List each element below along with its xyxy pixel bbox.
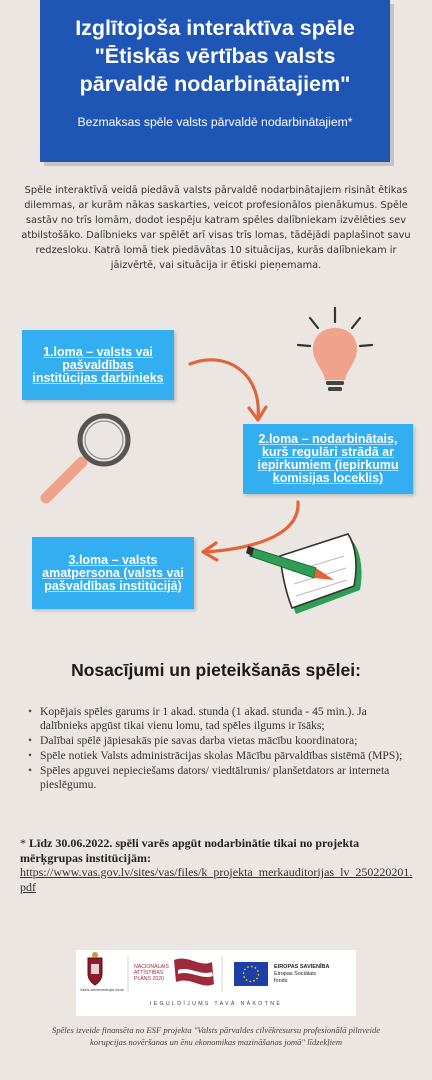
title-line-2: "Ētiskās vērtības valsts (94, 44, 336, 68)
note-prefix: * (20, 836, 29, 850)
eu-line-1: EIROPAS SAVIENĪBA (274, 964, 330, 970)
role-3-label: 3.loma – valsts amatpersona (valsts vai pašvaldības institūcijā) (42, 552, 184, 593)
conditions-list (40, 705, 405, 793)
notebook-pen-icon (246, 534, 362, 614)
role-2-box (243, 424, 413, 494)
eu-line-2: Eiropas Sociālais (274, 971, 317, 977)
vas-crest-icon (88, 952, 102, 985)
list-item: • Kopējais spēles garums ir 1 akad. stunda (1 akad. stunda - 45 min.). Ja dalībnieks apgūst tikai vienu lomu, tad spēles ilgums ir īsāks; (40, 705, 405, 733)
title-line-3: pārvaldē nodarbinātajiem" (79, 72, 351, 96)
role-2-label: 2.loma – nodarbinātais, kurš regulāri strādā ar iepirkumiem (iepirkumu komisijas loceklis) (257, 432, 399, 485)
nap-line-1: NACIONĀLAIS (134, 964, 169, 970)
nap-line-2: ATTĪSTĪBAS (134, 970, 164, 977)
eu-text (274, 964, 329, 985)
title-line-1: Izglītojoša interaktīva spēle (75, 16, 355, 40)
invest-slogan: IEGULDĪJUMS TAVĀ NĀKOTNĒ (149, 1001, 283, 1007)
arrow-to-role-2-icon (190, 360, 266, 420)
deadline-note (20, 836, 415, 894)
vas-name: Valsts administrācijas skola (80, 988, 124, 992)
conditions-title: Nosacījumi un pieteikšanās spēlei: (71, 660, 361, 680)
lightbulb-icon (298, 308, 372, 391)
nap2020-text (134, 964, 169, 983)
page-subtitle: Bezmaksas spēle valsts pārvaldē nodarbinātajiem* (77, 115, 353, 129)
role-1-box (22, 330, 174, 400)
list-item: • Dalībai spēlē jāpiesakās pie savas darba vietas mācību koordinatora; (40, 734, 405, 748)
list-item: • Spēle notiek Valsts administrācijas skolas Mācību pārvaldības sistēmā (MPS); (40, 749, 405, 763)
role-3-box (32, 537, 194, 609)
nap-line-3: PLĀNS 2020 (134, 976, 164, 983)
magnifying-glass-icon (46, 416, 128, 498)
eu-flag-icon (222, 956, 268, 992)
intro-paragraph: Spēle interaktīvā veidā piedāvā valsts pārvaldē nodarbinātajiem risināt ētikas dilemmas, ar kurām nākas saskarties, veicot profesionālos pienākumus. Spēle sastāv no trīs lomām, dodot iespēju katram spēles dalībniekam izvēlēties sev atbilstošāko. Dalībnieks var spēlēt arī visas trīs lomas, tādējādi paplašinot savu redzesloku. Katrā lomā tiek piedāvātas 10 situācijas, kurās dalībniekam ir jāizvērtē, vai situācija ir ētiski pieņemama. (21, 185, 411, 271)
logo-bar (76, 950, 356, 1016)
role-1-label: 1.loma – valsts vai pašvaldības institūcijas darbinieks (32, 344, 164, 385)
target-group-link[interactable]: https://www.vas.gov.lv/sites/vas/files/k_projekta_merkauditorijas_lv_250220201.pdf (20, 865, 413, 894)
eu-line-3: fonds (274, 978, 288, 984)
note-bold-text: Līdz 30.06.2022. spēli varēs apgūt nodarbinātie tikai no projekta mērķgrupas institūcijām: (20, 836, 360, 865)
funding-footer: Spēles izveide finansēta no ESF projekta "Valsts pārvaldes cilvēkresursu profesionālā pilnveide korupcijas novēršanas un ēnu ekonomikas mazināšanas jomā" līdzekļiem (51, 1025, 381, 1047)
list-item: • Spēles apguvei nepieciešams dators/ viedtālrunis/ planšetdators ar interneta pieslēgumu. (40, 764, 405, 792)
